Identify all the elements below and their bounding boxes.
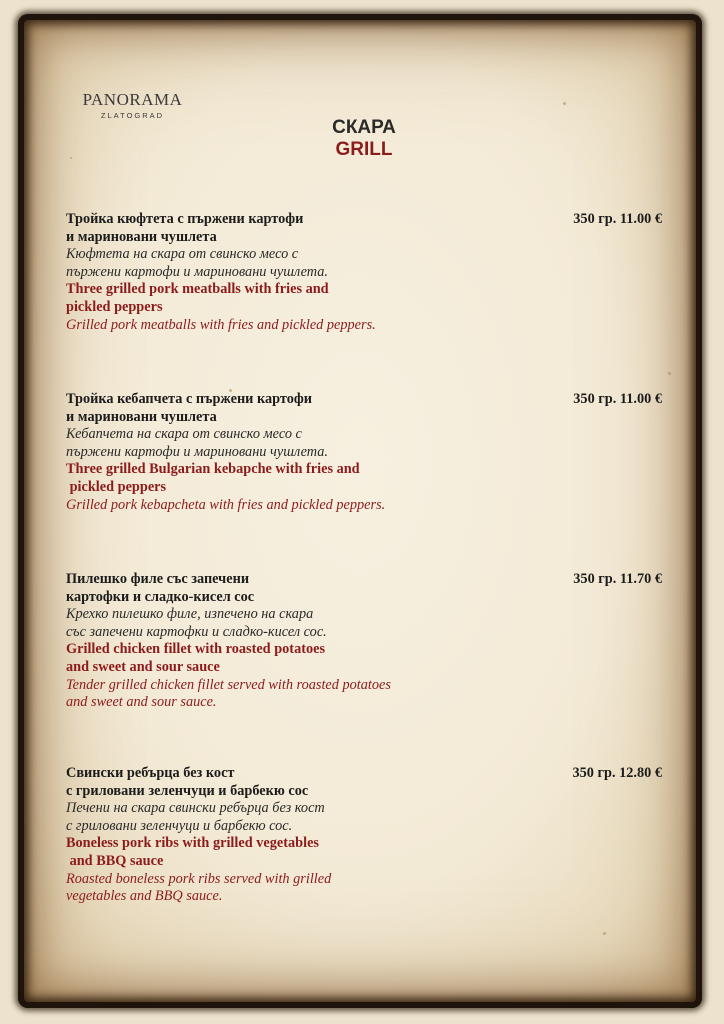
section-title-bg: СКАРА: [332, 117, 396, 138]
menu-item: [66, 765, 666, 906]
item-title-bg: картофки и сладко-кисел сос: [66, 588, 255, 605]
item-title-bg: Свински ребърца без кост: [66, 765, 235, 781]
menu-item: [66, 571, 666, 712]
item-price: 350 гр. 11.70 €: [573, 571, 662, 587]
section-heading: [250, 117, 478, 161]
paper-speck: [603, 932, 606, 935]
item-description-bg: Крехко пилешко филе, изпечено на скара: [66, 606, 314, 623]
paper-speck: [668, 372, 671, 375]
item-description-bg: пържени картофи и мариновани чушлета.: [66, 443, 328, 460]
item-description-en: Grilled pork meatballs with fries and pickled peppers.: [66, 316, 376, 333]
item-title-bg: Тройка кюфтета с пържени картофи: [66, 211, 304, 227]
item-title-en: Three grilled Bulgarian kebapche with fries and: [66, 461, 360, 478]
item-title-bg: и мариновани чушлета: [66, 408, 217, 425]
item-title-bg: Пилешко филе със запечени: [66, 571, 250, 587]
item-price: 350 гр. 11.00 €: [573, 211, 662, 227]
item-description-en: and sweet and sour sauce.: [66, 694, 217, 711]
item-title-en: and sweet and sour sauce: [66, 658, 220, 675]
item-title-en: Boneless pork ribs with grilled vegetables: [66, 835, 319, 852]
item-description-en: vegetables and BBQ sauce.: [66, 888, 223, 905]
item-title-en: and BBQ sauce: [66, 852, 164, 869]
brand-logo: [75, 90, 190, 120]
item-price: 350 гр. 11.00 €: [573, 391, 662, 407]
brand-name: PANORAMA: [82, 90, 183, 109]
item-title-en: pickled peppers: [66, 298, 163, 315]
item-description-bg: пържени картофи и мариновани чушлета.: [66, 263, 328, 280]
item-description-bg: със запечени картофки и сладко-кисел сос.: [66, 623, 327, 640]
menu-item: [66, 211, 666, 334]
item-description-bg: с гриловани зеленчуци и барбекю сос.: [66, 817, 293, 834]
item-description-bg: Кебапчета на скара от свинско месо с: [66, 426, 302, 443]
item-title-bg: и мариновани чушлета: [66, 228, 217, 245]
item-title-bg: с гриловани зеленчуци и барбекю сос: [66, 782, 309, 799]
item-title-en: pickled peppers: [66, 478, 167, 495]
item-title-bg: Тройка кебапчета с пържени картофи: [66, 391, 313, 407]
item-description-en: Roasted boneless pork ribs served with grilled: [66, 870, 332, 887]
item-title-en: Grilled chicken fillet with roasted potatoes: [66, 641, 326, 658]
menu-item: [66, 391, 666, 514]
item-price: 350 гр. 12.80 €: [572, 765, 662, 781]
item-description-en: Tender grilled chicken fillet served with roasted potatoes: [66, 676, 391, 693]
paper-speck: [70, 157, 72, 159]
item-description-bg: Кюфтета на скара от свинско месо с: [66, 246, 299, 263]
section-title-en: GRILL: [335, 139, 393, 160]
item-title-en: Three grilled pork meatballs with fries and: [66, 281, 329, 298]
item-description-en: Grilled pork kebapcheta with fries and pickled peppers.: [66, 496, 386, 513]
brand-location: ZLATOGRAD: [100, 111, 165, 120]
item-description-bg: Печени на скара свински ребърца без кост: [66, 800, 325, 817]
paper-speck: [563, 102, 566, 105]
